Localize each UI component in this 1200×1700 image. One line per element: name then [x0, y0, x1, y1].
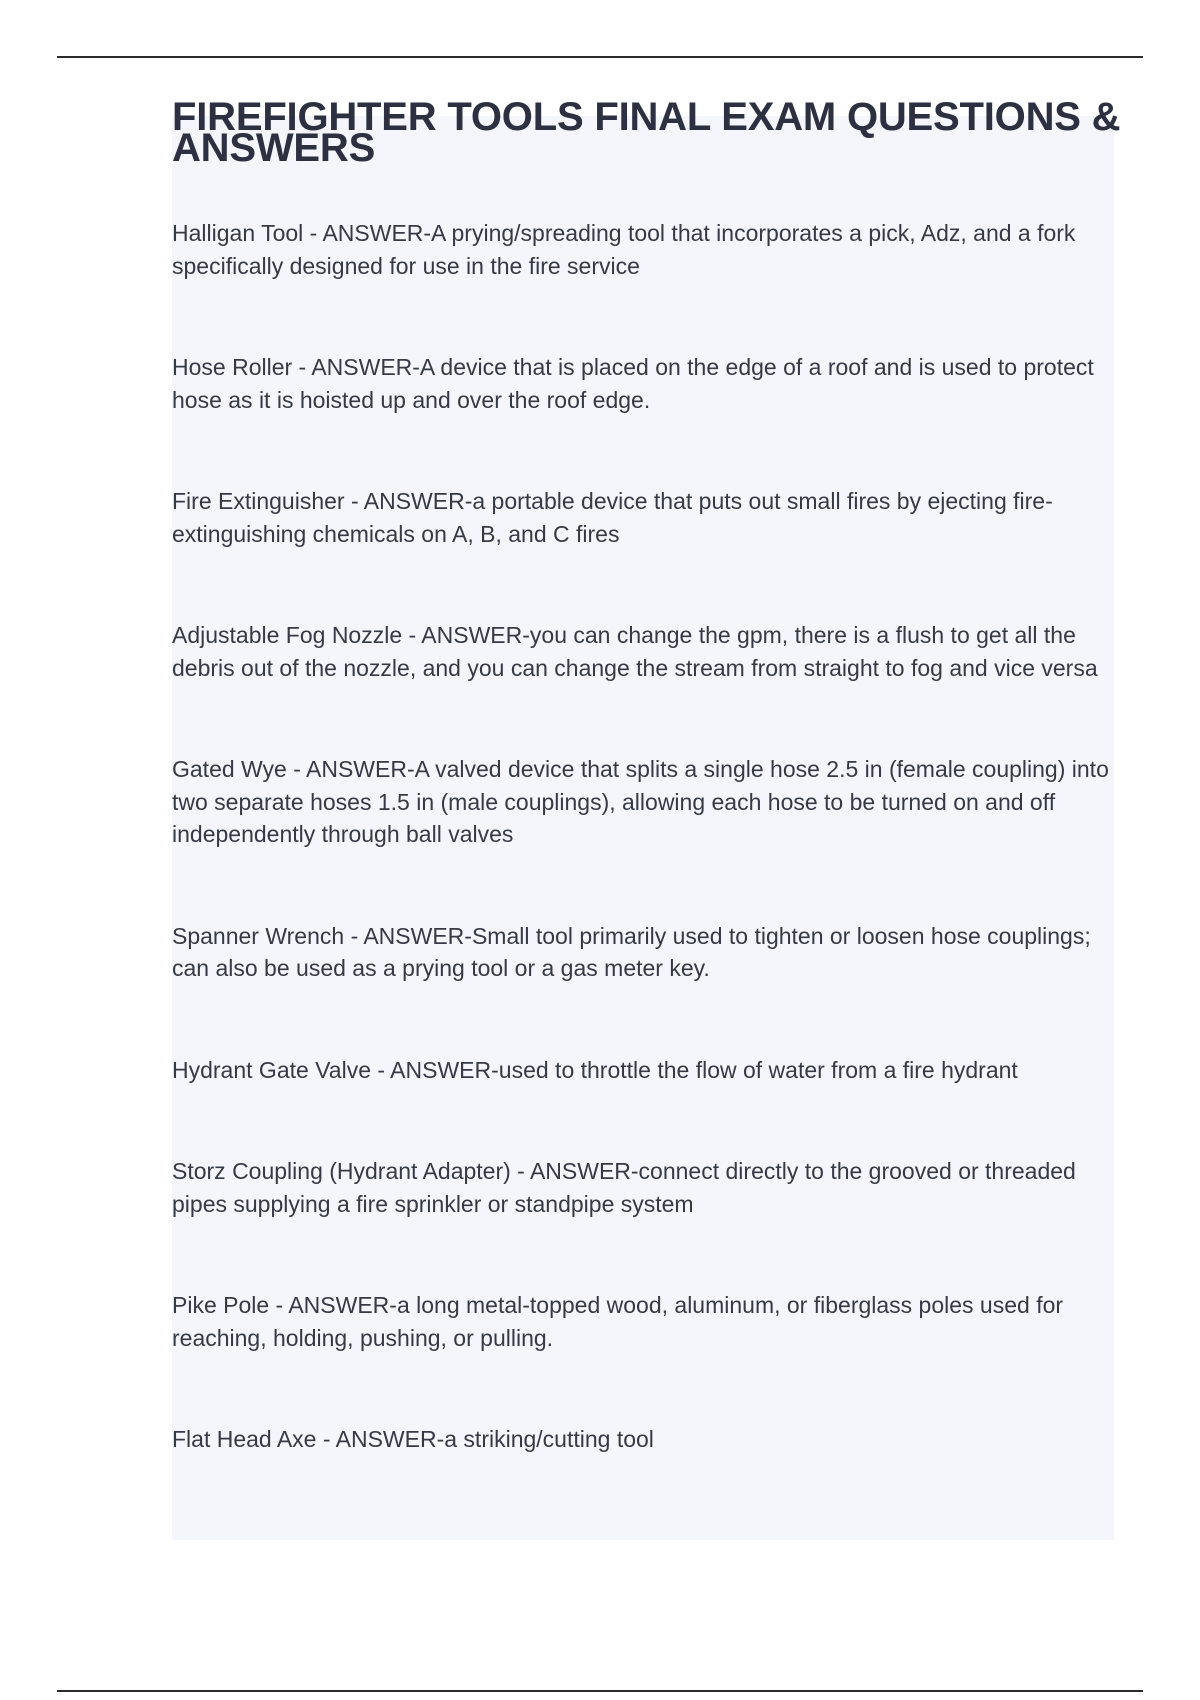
qa-entry-adjustable-fog-nozzle: Adjustable Fog Nozzle - ANSWER-you can change the gpm, there is a flush to get all the debris out of the nozzle, and you can change the stream from straight to fog and vice versa: [172, 622, 1098, 681]
qa-entry-hydrant-gate-valve: Hydrant Gate Valve - ANSWER-used to throttle the flow of water from a fire hydrant: [172, 1056, 1018, 1083]
qa-entry-pike-pole: Pike Pole - ANSWER-a long metal-topped wood, aluminum, or fiberglass poles used for reaching, holding, pushing, or pulling.: [172, 1292, 1064, 1351]
qa-entry-flat-head-axe: Flat Head Axe - ANSWER-a striking/cutting tool: [172, 1426, 654, 1452]
qa-entry-fire-extinguisher: Fire Extinguisher - ANSWER-a portable device that puts out small fires by ejecting fire-extinguishing chemicals on A, B, and C fires: [172, 488, 1053, 547]
top-divider: [57, 56, 1143, 58]
qa-entry-halligan-tool: Halligan Tool - ANSWER-A prying/spreading tool that incorporates a pick, Adz, and a fork specifically designed for use in the fire service: [172, 220, 1076, 279]
qa-entry-gated-wye: Gated Wye - ANSWER-A valved device that splits a single hose 2.5 in (female coupling) into two separate hoses 1.5 in (male couplings), allowing each hose to be turned on and off independently through ball valves: [172, 756, 1109, 847]
qa-list: [172, 217, 1122, 1456]
qa-entry-hose-roller: Hose Roller - ANSWER-A device that is placed on the edge of a roof and is used to protect hose as it is hoisted up and over the roof edge.: [172, 354, 1094, 413]
qa-entry-storz-coupling: Storz Coupling (Hydrant Adapter) - ANSWER-connect directly to the grooved or threaded pipes supplying a fire sprinkler or standpipe system: [172, 1158, 1076, 1217]
qa-entry-spanner-wrench: Spanner Wrench - ANSWER-Small tool primarily used to tighten or loosen hose couplings; can also be used as a prying tool or a gas meter key.: [172, 922, 1091, 981]
document-body: [172, 95, 1122, 1456]
document-title: FIREFIGHTER TOOLS FINAL EXAM QUESTIONS & ANSWERS: [172, 95, 1121, 170]
bottom-divider: [57, 1690, 1143, 1692]
